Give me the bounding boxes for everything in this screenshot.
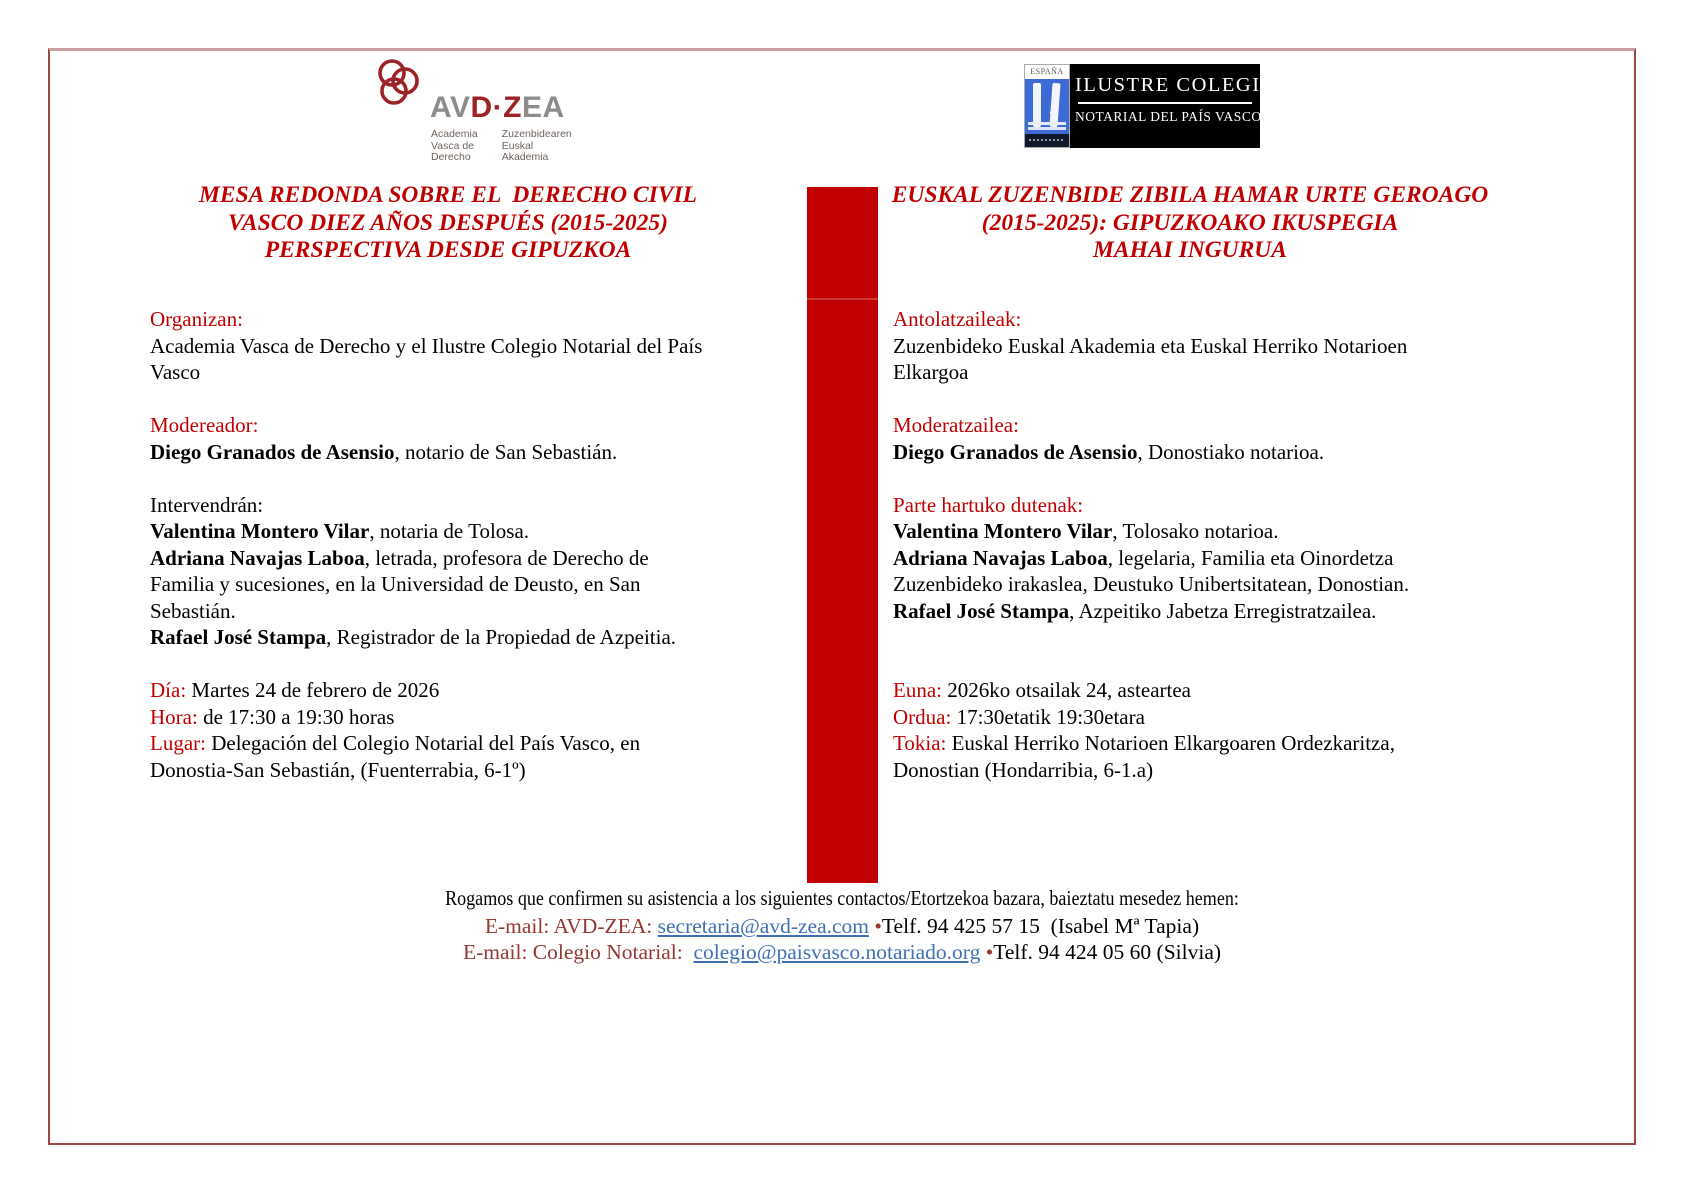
person-name: Diego Granados de Asensio — [150, 439, 395, 464]
text-line — [150, 333, 770, 360]
text-block — [150, 412, 770, 465]
text-block — [150, 492, 770, 651]
basque-title — [888, 182, 1492, 265]
field-label: Antolatzaileak: — [893, 307, 1022, 331]
text-line — [893, 439, 1513, 466]
body-text: 2026ko otsailak 24, asteartea — [941, 678, 1191, 702]
field-label: Euna: — [893, 678, 942, 702]
text-line — [893, 704, 1513, 731]
spanish-column — [150, 306, 770, 783]
colegio-name-line1: ILUSTRE COLEGIO — [1075, 74, 1277, 96]
tagline-line: Academia — [431, 128, 478, 140]
bullet-icon: • — [874, 914, 882, 938]
person-name: Valentina Montero Vilar — [150, 519, 370, 543]
body-text: Elkargoa — [893, 360, 969, 384]
body-text: 17:30etatik 19:30etara — [951, 704, 1145, 729]
text-block — [893, 306, 1513, 386]
body-text: Academia Vasca de Derecho y el Ilustre Colegio Notarial del País — [150, 333, 703, 358]
contact-line-avdzea — [0, 914, 1684, 939]
red-divider-seam — [807, 298, 878, 300]
body-text: Euskal Herriko Notarioen Elkargoaren Ordezkaritza, — [946, 731, 1395, 755]
body-text: , Registrador de la Propiedad de Azpeitia. — [326, 625, 677, 649]
text-line — [893, 545, 1513, 572]
title-line: PERSPECTIVA DESDE GIPUZKOA — [264, 237, 632, 263]
person-name: Rafael José Stampa — [150, 625, 327, 649]
text-line — [893, 412, 1513, 439]
avdzea-tagline-basque — [502, 129, 572, 164]
colegio-notarial-logo — [1024, 64, 1277, 148]
text-line — [893, 571, 1513, 598]
avdzea-wordmark-segment: Z — [503, 91, 522, 124]
text-line — [150, 492, 770, 519]
basque-column — [893, 306, 1513, 783]
text-block — [150, 677, 770, 783]
body-text: , Azpeitiko Jabetza Erregistratzailea. — [1069, 598, 1377, 623]
avdzea-tagline — [431, 129, 572, 164]
contact-label: E-mail: Colegio Notarial: — [462, 940, 694, 964]
colegio-name-line2: NOTARIAL DEL PAÍS VASCO — [1075, 109, 1262, 124]
field-label: Parte hartuko dutenak: — [893, 492, 1084, 517]
text-line — [150, 677, 770, 704]
title-line: VASCO DIEZ AÑOS DESPUÉS (2015-2025) — [227, 209, 669, 236]
text-line — [150, 545, 770, 572]
avdzea-tagline-spanish — [431, 129, 478, 164]
title-line: MAHAI INGURUA — [1093, 237, 1287, 263]
colegio-nameplate — [1070, 64, 1277, 148]
text-block — [893, 492, 1513, 625]
text-block — [150, 306, 770, 386]
body-text: , notario de San Sebastián. — [394, 439, 618, 464]
person-name: Valentina Montero Vilar — [893, 519, 1113, 543]
text-line — [893, 333, 1513, 360]
field-label: Modereador: — [150, 413, 259, 437]
title-line: (2015-2025): GIPUZKOAKO IKUSPEGIA — [981, 209, 1399, 236]
field-label: Lugar: — [150, 731, 206, 755]
body-text: , Tolosako notarioa. — [1112, 519, 1279, 543]
body-text: Donostia-San Sebastián, (Fuenterrabia, 6-1º) — [150, 757, 526, 782]
person-name: Adriana Navajas Laboa — [893, 545, 1108, 570]
text-block — [893, 677, 1513, 783]
title-line: EUSKAL ZUZENBIDE ZIBILA HAMAR URTE GEROAGO — [891, 182, 1489, 208]
body-text: Intervendrán: — [150, 492, 264, 517]
text-line — [893, 757, 1513, 784]
field-label: Tokia: — [893, 731, 947, 755]
text-line — [150, 571, 770, 598]
body-text: , Donostiako notarioa. — [1137, 439, 1325, 464]
text-line — [150, 359, 770, 386]
red-divider-bar — [807, 187, 878, 883]
field-label: Ordua: — [893, 704, 952, 729]
espana-emblem-label: ESPAÑA — [1025, 65, 1069, 79]
espana-emblem-base — [1025, 134, 1069, 147]
spanish-title — [148, 182, 748, 265]
email-link[interactable]: secretaria@avd-zea.com — [657, 914, 870, 938]
person-name: Adriana Navajas Laboa — [150, 545, 365, 570]
body-text: , letrada, profesora de Derecho de — [364, 545, 649, 570]
field-label: Día: — [150, 678, 187, 702]
text-line — [893, 518, 1513, 545]
avdzea-wordmark-segment: AV — [430, 91, 471, 124]
text-line — [893, 677, 1513, 704]
avdzea-wordmark-segment: D — [470, 91, 493, 124]
espana-emblem-pillars — [1025, 79, 1069, 134]
bullet-icon: • — [985, 940, 994, 964]
text-line — [150, 704, 770, 731]
body-text: de 17:30 a 19:30 horas — [197, 704, 395, 729]
field-label: Moderatzailea: — [893, 413, 1019, 437]
field-label: Hora: — [150, 704, 198, 729]
text-line — [150, 518, 770, 545]
tagline-line: Vasca de — [431, 139, 474, 152]
footer-note: Rogamos que confirmen su asistencia a los siguientes contactos/Etortzekoa bazara, baieztatu mesedez hemen: — [445, 886, 1239, 910]
contact-line-colegio — [0, 940, 1684, 965]
avdzea-wordmark-segment: EA — [521, 91, 565, 124]
contact-label: E-mail: AVD-ZEA: — [484, 914, 658, 938]
person-name: Diego Granados de Asensio — [893, 439, 1138, 464]
body-text: , legelaria, Familia eta Oinordetza — [1107, 545, 1394, 570]
email-link[interactable]: colegio@paisvasco.notariado.org — [693, 940, 981, 964]
title-line: MESA REDONDA SOBRE EL DERECHO CIVIL — [198, 182, 697, 208]
text-line — [150, 598, 770, 625]
espana-emblem-icon — [1024, 64, 1070, 148]
avdzea-wordmark — [430, 93, 565, 123]
body-text: Familia y sucesiones, en la Universidad de Deusto, en San — [150, 572, 641, 596]
colegio-divider-rule — [1078, 102, 1252, 104]
contact-phone: Telf. 94 425 57 15 (Isabel Mª Tapia) — [881, 914, 1200, 938]
body-text: Zuzenbideko Euskal Akademia eta Euskal Herriko Notarioen — [893, 333, 1408, 358]
contact-phone: Telf. 94 424 05 60 (Silvia) — [993, 940, 1222, 964]
field-label: Organizan: — [150, 307, 243, 331]
body-text: Donostian (Hondarribia, 6-1.a) — [893, 757, 1154, 782]
avdzea-circles-icon — [374, 58, 424, 117]
body-text: Delegación del Colegio Notarial del País Vasco, en — [205, 731, 641, 755]
text-line — [150, 730, 770, 757]
text-line — [893, 306, 1513, 333]
text-line — [150, 412, 770, 439]
tagline-line: Euskal — [501, 139, 534, 152]
avdzea-wordmark-segment: · — [492, 91, 504, 124]
text-block — [893, 412, 1513, 465]
person-name: Rafael José Stampa — [893, 598, 1070, 623]
text-line — [150, 624, 770, 651]
text-line — [893, 492, 1513, 519]
text-line — [150, 757, 770, 784]
text-line — [893, 598, 1513, 625]
tagline-line: Derecho — [431, 151, 471, 163]
body-text: Zuzenbideko irakaslea, Deustuko Unibertsitatean, Donostian. — [893, 572, 1410, 596]
body-text: Martes 24 de febrero de 2026 — [186, 678, 440, 702]
body-text: Sebastián. — [150, 598, 236, 623]
text-line — [150, 439, 770, 466]
text-line — [893, 359, 1513, 386]
body-text: Vasco — [150, 360, 201, 384]
tagline-line: Akademia — [501, 151, 549, 163]
text-line — [893, 730, 1513, 757]
text-line — [150, 306, 770, 333]
body-text: , notaria de Tolosa. — [369, 519, 530, 543]
tagline-line: Zuzenbidearen — [501, 128, 572, 140]
